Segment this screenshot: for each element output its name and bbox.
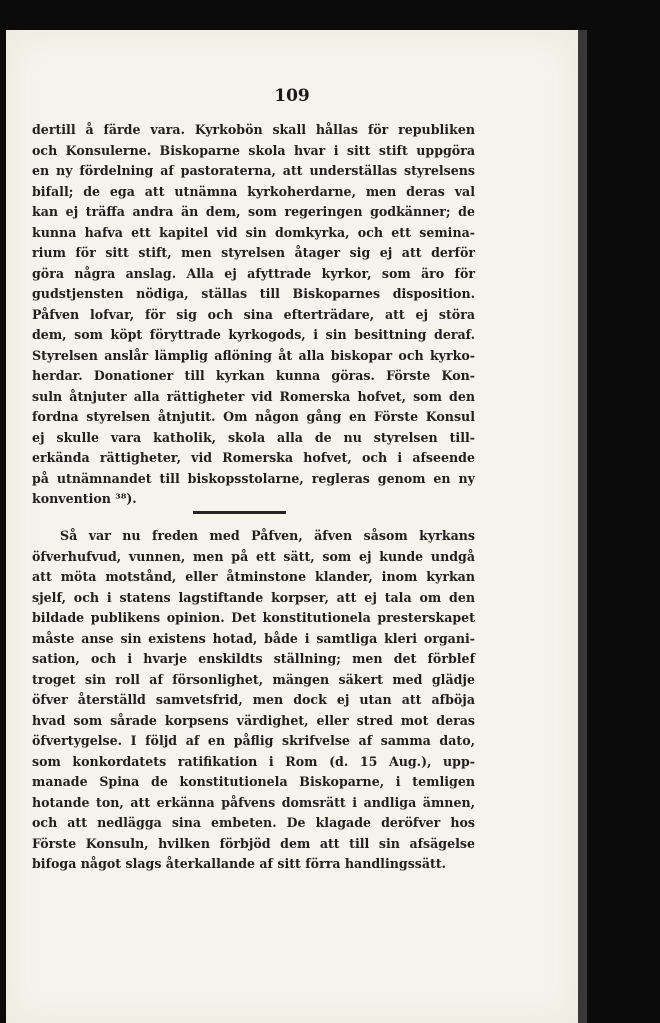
text-line: en ny fördelning af pastoraterna, att underställas styrelsens [32,163,475,178]
text-line: hotande ton, att erkänna påfvens domsrätt i andliga ämnen, [32,794,475,810]
text-line: erkända rättigheter, vid Romerska hofvet, och i afseende [32,450,475,465]
scan-edge-strip [578,30,587,1023]
text-line: dem, som köpt föryttrade kyrkogods, i sin besittning deraf. [32,327,475,342]
text-line: rium för sitt stift, men styrelsen åtager sig ej att derför [32,245,475,260]
text-line: Så var nu freden med Påfven, äfven såsom kyrkans [60,528,475,543]
text-line: Påfven lofvar, för sig och sina efterträdare, att ej störa [32,306,475,322]
text-line: måste anse sin existens hotad, både i samtliga kleri organi- [32,630,475,646]
text-line: troget sin roll af försonlighet, mängen säkert med glädje [32,671,475,687]
text-line: och Konsulerne. Biskoparne skola hvar i sitt stift uppgöra [32,142,475,158]
text-line: öfvertygelse. I följd af en påflig skrifvelse af samma dato, [32,733,475,748]
text-line: Styrelsen anslår lämplig aflöning åt alla biskopar och kyrko- [32,347,475,363]
text-line: fordna styrelsen åtnjutit. Om någon gång en Förste Konsul [32,409,475,424]
text-line: göra några anslag. Alla ej afyttrade kyrkor, som äro för [32,265,475,281]
text-line: gudstjensten nödiga, ställas till Biskoparnes disposition. [32,286,475,301]
text-line: dertill å färde vara. Kyrkobön skall hållas för republiken [32,122,475,137]
text-line: sjelf, och i statens lagstiftande korpser, att ej tala om den [32,589,475,605]
text-line: och att nedlägga sina embeten. De klagade deröfver hos [32,815,475,830]
text-line: suln åtnjuter alla rättigheter vid Romerska hofvet, som den [32,388,475,404]
text-line: hvad som sårade korpsens värdighet, eller stred mot deras [32,712,475,728]
text-line: kunna hafva ett kapitel vid sin domkyrka, och ett semina- [32,224,475,240]
text-line: Förste Konsuln, hvilken förbjöd dem att till sin afsägelse [32,835,475,851]
text-line: herdar. Donationer till kyrkan kunna göras. Förste Kon- [32,368,475,383]
text-line: kan ej träffa andra än dem, som regeringen godkänner; de [32,204,475,219]
section-divider [193,511,286,514]
text-line: bifoga något slags återkallande af sitt förra handlingssätt. [32,856,447,871]
text-line: att möta motstånd, eller åtminstone klander, inom kyrkan [32,569,475,584]
text-line: på utnämnandet till biskopsstolarne, regleras genom en ny [32,470,475,486]
text-line: manade Spina de konstitutionela Biskoparne, i temligen [32,774,475,789]
text-line: ej skulle vara katholik, skola alla de nu styrelsen till- [32,429,475,445]
book-page [6,30,578,1023]
text-line: öfver återställd samvetsfrid, men dock ej utan att afböja [32,692,475,707]
page-number: 109 [274,86,310,106]
text-line: konvention ³⁸). [32,491,137,506]
text-line: bifall; de ega att utnämna kyrkoherdarne, men deras val [32,183,475,199]
text-line: som konkordatets ratifikation i Rom (d. 15 Aug.), upp- [32,753,475,769]
text-line: öfverhufvud, vunnen, men på ett sätt, som ej kunde undgå [32,548,475,564]
paragraph-2 [32,526,475,875]
paragraph-1 [32,120,475,510]
text-line: bildade publikens opinion. Det konstitutionela presterskapet [32,610,475,625]
text-line: sation, och i hvarje enskildts ställning; men det förblef [32,651,475,666]
